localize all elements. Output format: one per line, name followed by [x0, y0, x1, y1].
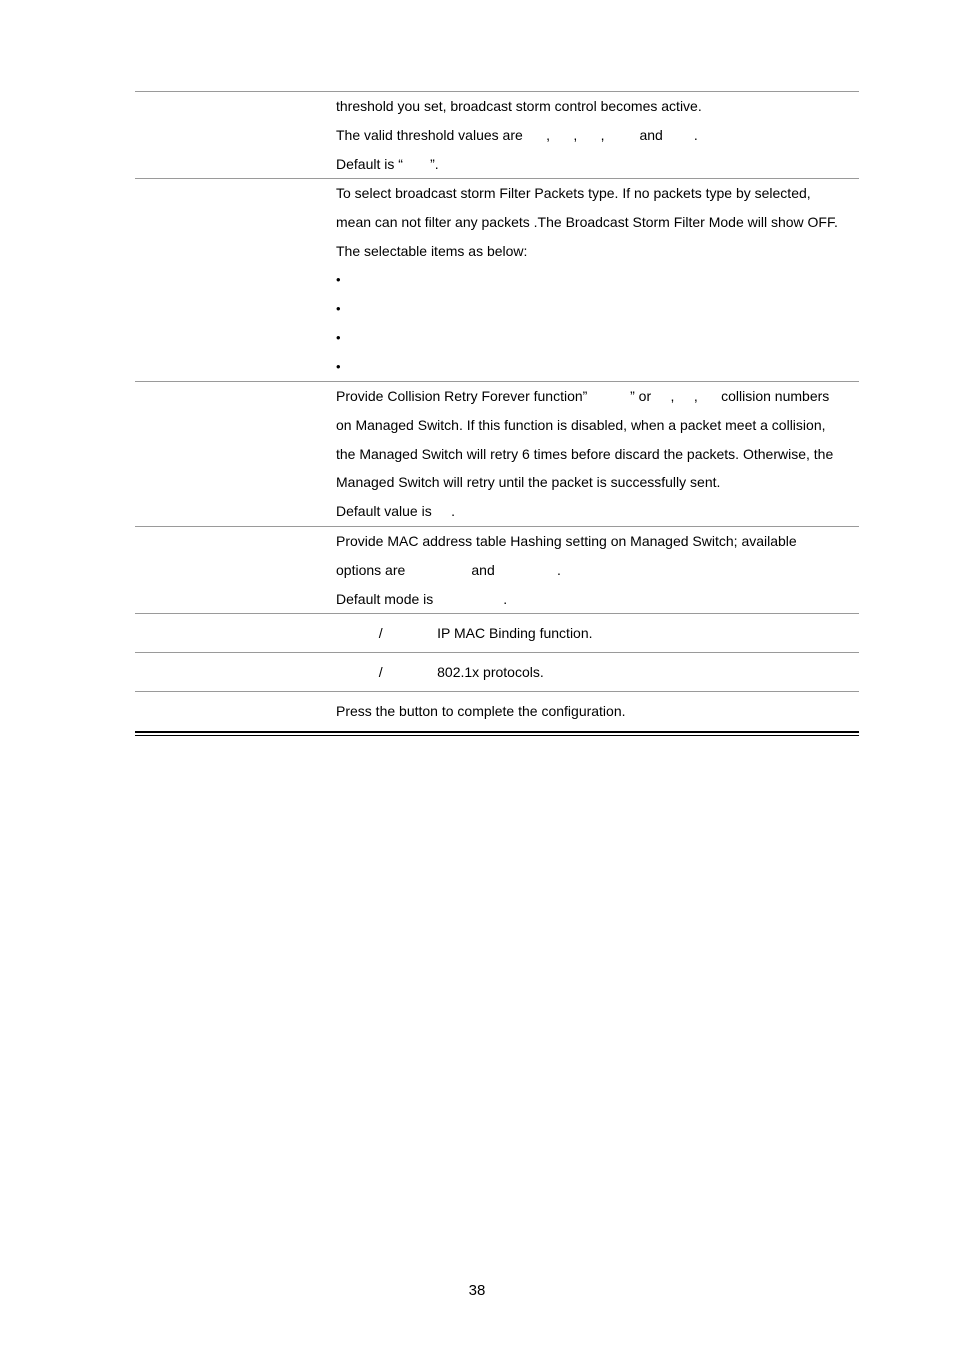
row-text-line: / IP MAC Binding function. [336, 625, 593, 641]
row-text-line: threshold you set, broadcast storm control becomes active. [336, 98, 702, 114]
row-text-line: the Managed Switch will retry 6 times before discard the packets. Otherwise, the [336, 446, 834, 462]
row-text-line: Default is “ ”. [336, 156, 439, 172]
row-divider [135, 691, 859, 692]
page-number: 38 [468, 1282, 486, 1299]
row-text-line: Managed Switch will retry until the packet is successfully sent. [336, 474, 721, 490]
row-text-line: Default mode is . [336, 591, 508, 607]
row-divider [135, 613, 859, 614]
row-text-line: / 802.1x protocols. [336, 664, 544, 680]
row-text-line: Default value is . [336, 503, 456, 519]
row-text-line: The valid threshold values are , , , and . [336, 127, 698, 143]
row-divider [135, 381, 859, 382]
row-text-line: Provide MAC address table Hashing setting on Managed Switch; available [336, 533, 797, 549]
row-divider [135, 178, 859, 179]
row-text-line: Provide Collision Retry Forever function” ” or , , collision numbers [336, 388, 830, 404]
bullet-item: • [336, 272, 341, 287]
row-text-line: To select broadcast storm Filter Packets type. If no packets type by selected, [336, 185, 811, 201]
row-text-line: options are and . [336, 562, 561, 578]
table-top-rule [135, 91, 859, 92]
row-divider [135, 526, 859, 527]
bullet-item: • [336, 301, 341, 316]
table-bottom-rule-thin [135, 735, 859, 736]
bullet-item: • [336, 359, 341, 374]
row-text-line: on Managed Switch. If this function is disabled, when a packet meet a collision, [336, 417, 826, 433]
row-text-line: mean can not filter any packets .The Broadcast Storm Filter Mode will show OFF. [336, 214, 838, 230]
table-bottom-rule [135, 731, 859, 733]
row-divider [135, 652, 859, 653]
row-text-line: The selectable items as below: [336, 243, 528, 259]
bullet-item: • [336, 330, 341, 345]
row-text-line: Press the button to complete the configuration. [336, 703, 626, 719]
